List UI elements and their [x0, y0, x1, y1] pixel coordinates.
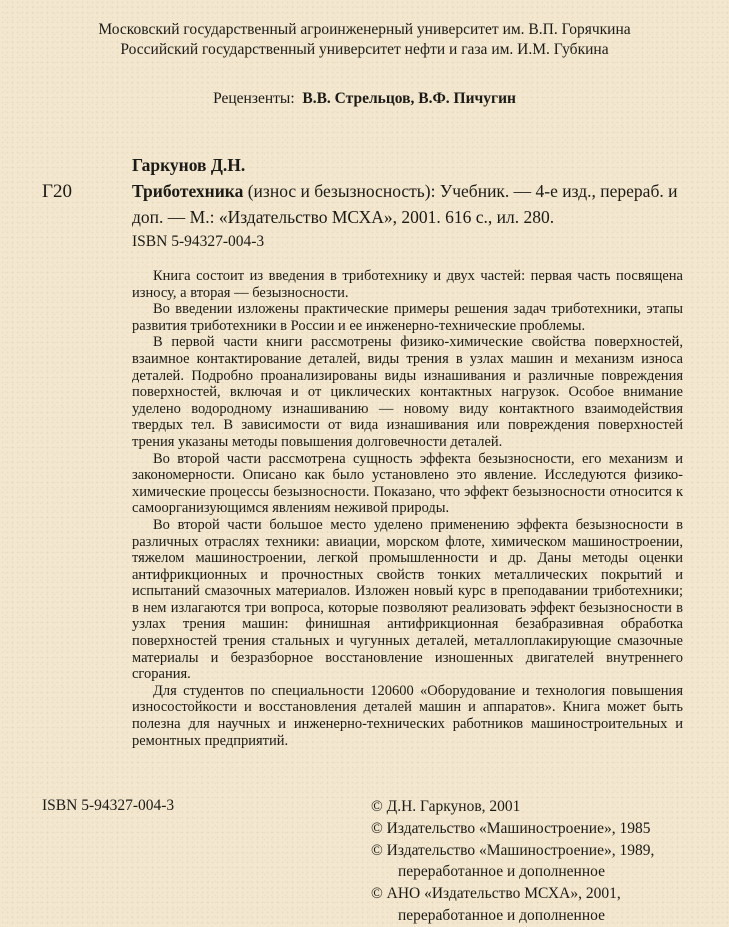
- university-line-2: Российский государственный университет нефти и газа им. И.М. Губкина: [120, 41, 609, 58]
- book-description: (износ и безызносность): Учебник. — 4-е изд., перераб. и доп. — М.: «Издательство МСХА», 2001. 616 с., ил. 280.: [132, 181, 678, 227]
- copyright-note: переработанное и дополненное: [398, 863, 605, 881]
- abstract-paragraph: Во второй части рассмотрена сущность эффекта безызносности, его механизм и закономерности. Описано как было установлено это явление. Исследуются физико-химические процессы безызносности. Показано, что эффект безызносности относится к самоорганизующимся явлениям неживой природы.: [132, 450, 683, 517]
- title-description: [132, 178, 692, 230]
- university-line-1: Московский государственный агроинженерный университет им. В.П. Горячкина: [98, 21, 631, 38]
- reviewers-names: В.В. Стрельцов, В.Ф. Пичугин: [302, 90, 516, 107]
- copyright-line: © Издательство «Машиностроение», 1989,: [371, 841, 655, 859]
- copyright-line: © Издательство «Машиностроение», 1985: [371, 819, 651, 837]
- author-name: Гаркунов Д.Н.: [132, 155, 246, 175]
- copyright-line: © АНО «Издательство МСХА», 2001,: [371, 885, 621, 903]
- book-title: Триботехника: [132, 181, 244, 201]
- bibliographic-record: [132, 152, 692, 253]
- udc-code: Г20: [42, 181, 72, 202]
- abstract-paragraph: Книга состоит из введения в триботехнику и двух частей: первая часть посвящена износу, а вторая — безызносности.: [132, 268, 683, 301]
- copyright-block: [371, 796, 721, 927]
- isbn-footer: ISBN 5-94327-004-3: [42, 797, 175, 814]
- university-header: [0, 20, 729, 60]
- abstract-paragraph: Во второй части большое место уделено применению эффекта безызносности в различных отраслях техники: авиации, морском флоте, химическом машиностроении, тяжелом машиностроении, легкой промышленности и др. Даны методы оценки антифрикционных и прочностных свойств тонких металлических покрытий и испытаний смазочных материалов. Изложен новый курс в преподавании триботехники; в нем излагаются три вопроса, которые позволяют реализовать эффект безызносности в узлах трения машин: финишная антифрикционная безабразивная обработка поверхностей трения стальных и чугунных деталей, металлоплакирующие смазочные материалы и безразборное восстановление изношенных двигателей внутреннего сгорания.: [132, 516, 683, 683]
- abstract-paragraph: В первой части книги рассмотрены физико-химические свойства поверхностей, взаимное контактирование деталей, виды трения в узлах машин и механизм износа деталей. Подробно проанализированы виды изнашивания и различные повреждения поверхностей, включая и от циклических контактных нагрузок. Особое внимание уделено водородному изнашиванию — новому виду контактного взаимодействия твердых тел. В зависимости от вида изнашивания или повреждения поверхностей трения указаны методы повышения долговечности деталей.: [132, 334, 683, 450]
- abstract: [132, 268, 683, 749]
- abstract-paragraph: Во введении изложены практические примеры решения задач триботехники, этапы развития триботехники в России и ее инженерно-технические проблемы.: [132, 301, 683, 334]
- reviewers-line: [0, 89, 729, 109]
- copyright-note: переработанное и дополненное: [398, 906, 605, 924]
- isbn-catalog: ISBN 5-94327-004-3: [132, 233, 265, 250]
- copyright-line: © Д.Н. Гаркунов, 2001: [371, 798, 521, 815]
- reviewers-label: Рецензенты:: [213, 90, 295, 107]
- abstract-paragraph: Для студентов по специальности 120600 «Оборудование и технология повышения износостойкости и восстановления деталей машин и аппаратов». Книга может быть полезна для научных и инженерно-технических работников машиностроительных и ремонтных предприятий.: [132, 682, 683, 749]
